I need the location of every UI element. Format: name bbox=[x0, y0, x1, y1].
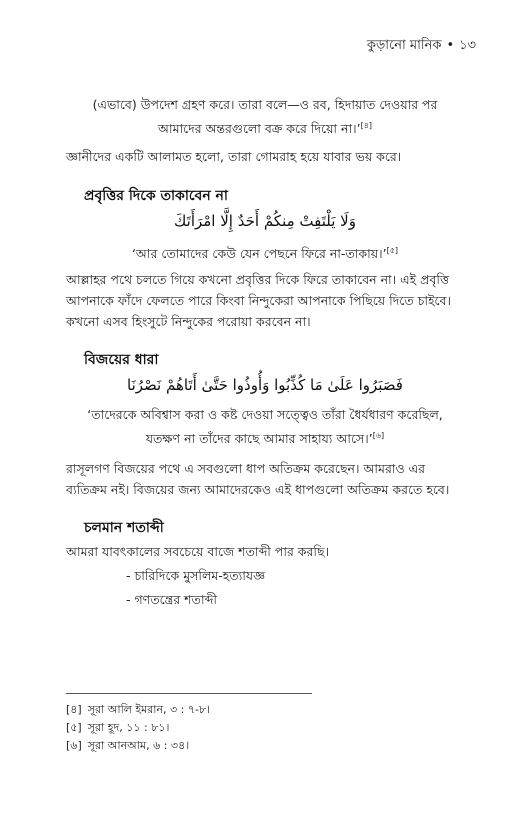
arabic-verse-2: فَصَبَرُوا عَلَىٰ مَا كُذِّبُوا وَأُوذُوا حَتَّىٰ أَتَاهُمْ نَصْرُنَا bbox=[127, 376, 403, 394]
section-heading-3: চলমান শতাব্দী bbox=[84, 520, 164, 536]
quote-1-line-2: আমাদের অন্তরগুলো বক্র করে দিয়ো না।’ bbox=[157, 121, 361, 137]
list-item: - চারিদিকে মুসলিম-হত্যাযজ্ঞ bbox=[126, 568, 266, 583]
header-separator: • bbox=[446, 38, 455, 53]
quote-1-line-1: (এভাবে) উপদেশ গ্রহণ করে। তারা বলে—ও রব, হিদায়াত দেওয়ার পর bbox=[92, 97, 438, 112]
paragraph-2-line-3: কখনো এসব হিংসুটে নিন্দুকের পরোয়া করবেন না। bbox=[66, 314, 311, 329]
section-heading-1: প্রবৃত্তির দিকে তাকাবেন না bbox=[84, 188, 228, 204]
translation-2-line-2: যতক্ষণ না তাঁদের কাছে আমার সাহায্য আসে।’ bbox=[145, 431, 373, 447]
paragraph-3-line-1: রাসূলগণ বিজয়ের পথে এ সবগুলো ধাপ অতিক্রম করেছেন। আমরাও এর bbox=[66, 461, 426, 476]
page-number: ১৩ bbox=[459, 38, 476, 53]
paragraph-4: আমরা যাবৎকালের সবচেয়ে বাজে শতাব্দী পার করছি। bbox=[66, 544, 330, 559]
running-header bbox=[367, 36, 476, 57]
translation-2 bbox=[70, 404, 460, 449]
translation-2-line-2-wrap bbox=[70, 425, 460, 449]
section-heading-2: বিজয়ের ধারা bbox=[84, 352, 159, 368]
footnote-4-text: সূরা আলি ইমরান, ৩ : ৭-৮। bbox=[87, 703, 211, 716]
translation-1 bbox=[70, 240, 460, 264]
list-item: - গণতন্ত্রের শতাব্দী bbox=[126, 592, 217, 607]
footnote-6-text: সূরা আনআম, ৬ : ৩৪। bbox=[87, 739, 190, 752]
paragraph-3-line-2: ব্যতিক্রম নই। বিজয়ের জন্য আমাদেরকেও এই ধাপগুলো অতিক্রম করতে হবে। bbox=[66, 482, 450, 497]
quote-1-line-2-wrap bbox=[70, 115, 460, 139]
footnote-ref-6: [৬] bbox=[372, 431, 385, 440]
quote-1 bbox=[70, 94, 460, 139]
book-title: কুড়ানো মানিক bbox=[366, 38, 442, 53]
paragraph-2-line-2: আপনাকে ফাঁদে ফেলতে পারে কিংবা নিন্দুকেরা আপনাকে পিছিয়ে দিতে চাইবে। bbox=[66, 293, 451, 308]
paragraph-2-line-1: আল্লাহর পথে চলতে গিয়ে কখনো প্রবৃত্তির দিকে ফিরে তাকাবেন না। এই প্রবৃত্তি bbox=[66, 272, 449, 287]
footnote-ref-5: [৫] bbox=[386, 246, 399, 255]
footnote-5-number: [৫] bbox=[66, 721, 82, 734]
footnote-6 bbox=[66, 737, 189, 756]
footnote-5 bbox=[66, 719, 169, 738]
footnote-4 bbox=[66, 701, 210, 720]
translation-2-line-1: ‘তাদেরকে অবিশ্বাস করা ও কষ্ট দেওয়া সত্ত্বেও তাঁরা ধৈর্যধারণ করেছিল, bbox=[87, 407, 443, 422]
footnote-6-number: [৬] bbox=[66, 739, 82, 752]
paragraph-3 bbox=[66, 458, 464, 500]
translation-1-text: ‘আর তোমাদের কেউ যেন পেছনে ফিরে না-তাকায়।’ bbox=[131, 246, 387, 262]
arabic-verse-1: وَلَا يَلْتَفِتْ مِنكُمْ أَحَدٌ إِلَّا امْرَأَتَكَ bbox=[174, 212, 356, 230]
footnote-ref-4: [৪] bbox=[360, 121, 373, 130]
footnote-4-number: [৪] bbox=[66, 703, 82, 716]
footnote-divider bbox=[66, 693, 312, 694]
paragraph-2 bbox=[66, 269, 464, 332]
paragraph-1: জ্ঞানীদের একটি আলামত হলো, তারা গোমরাহ হয়ে যাবার ভয় করে। bbox=[66, 149, 402, 164]
footnote-5-text: সূরা হূদ, ১১ : ৮১। bbox=[87, 721, 170, 734]
